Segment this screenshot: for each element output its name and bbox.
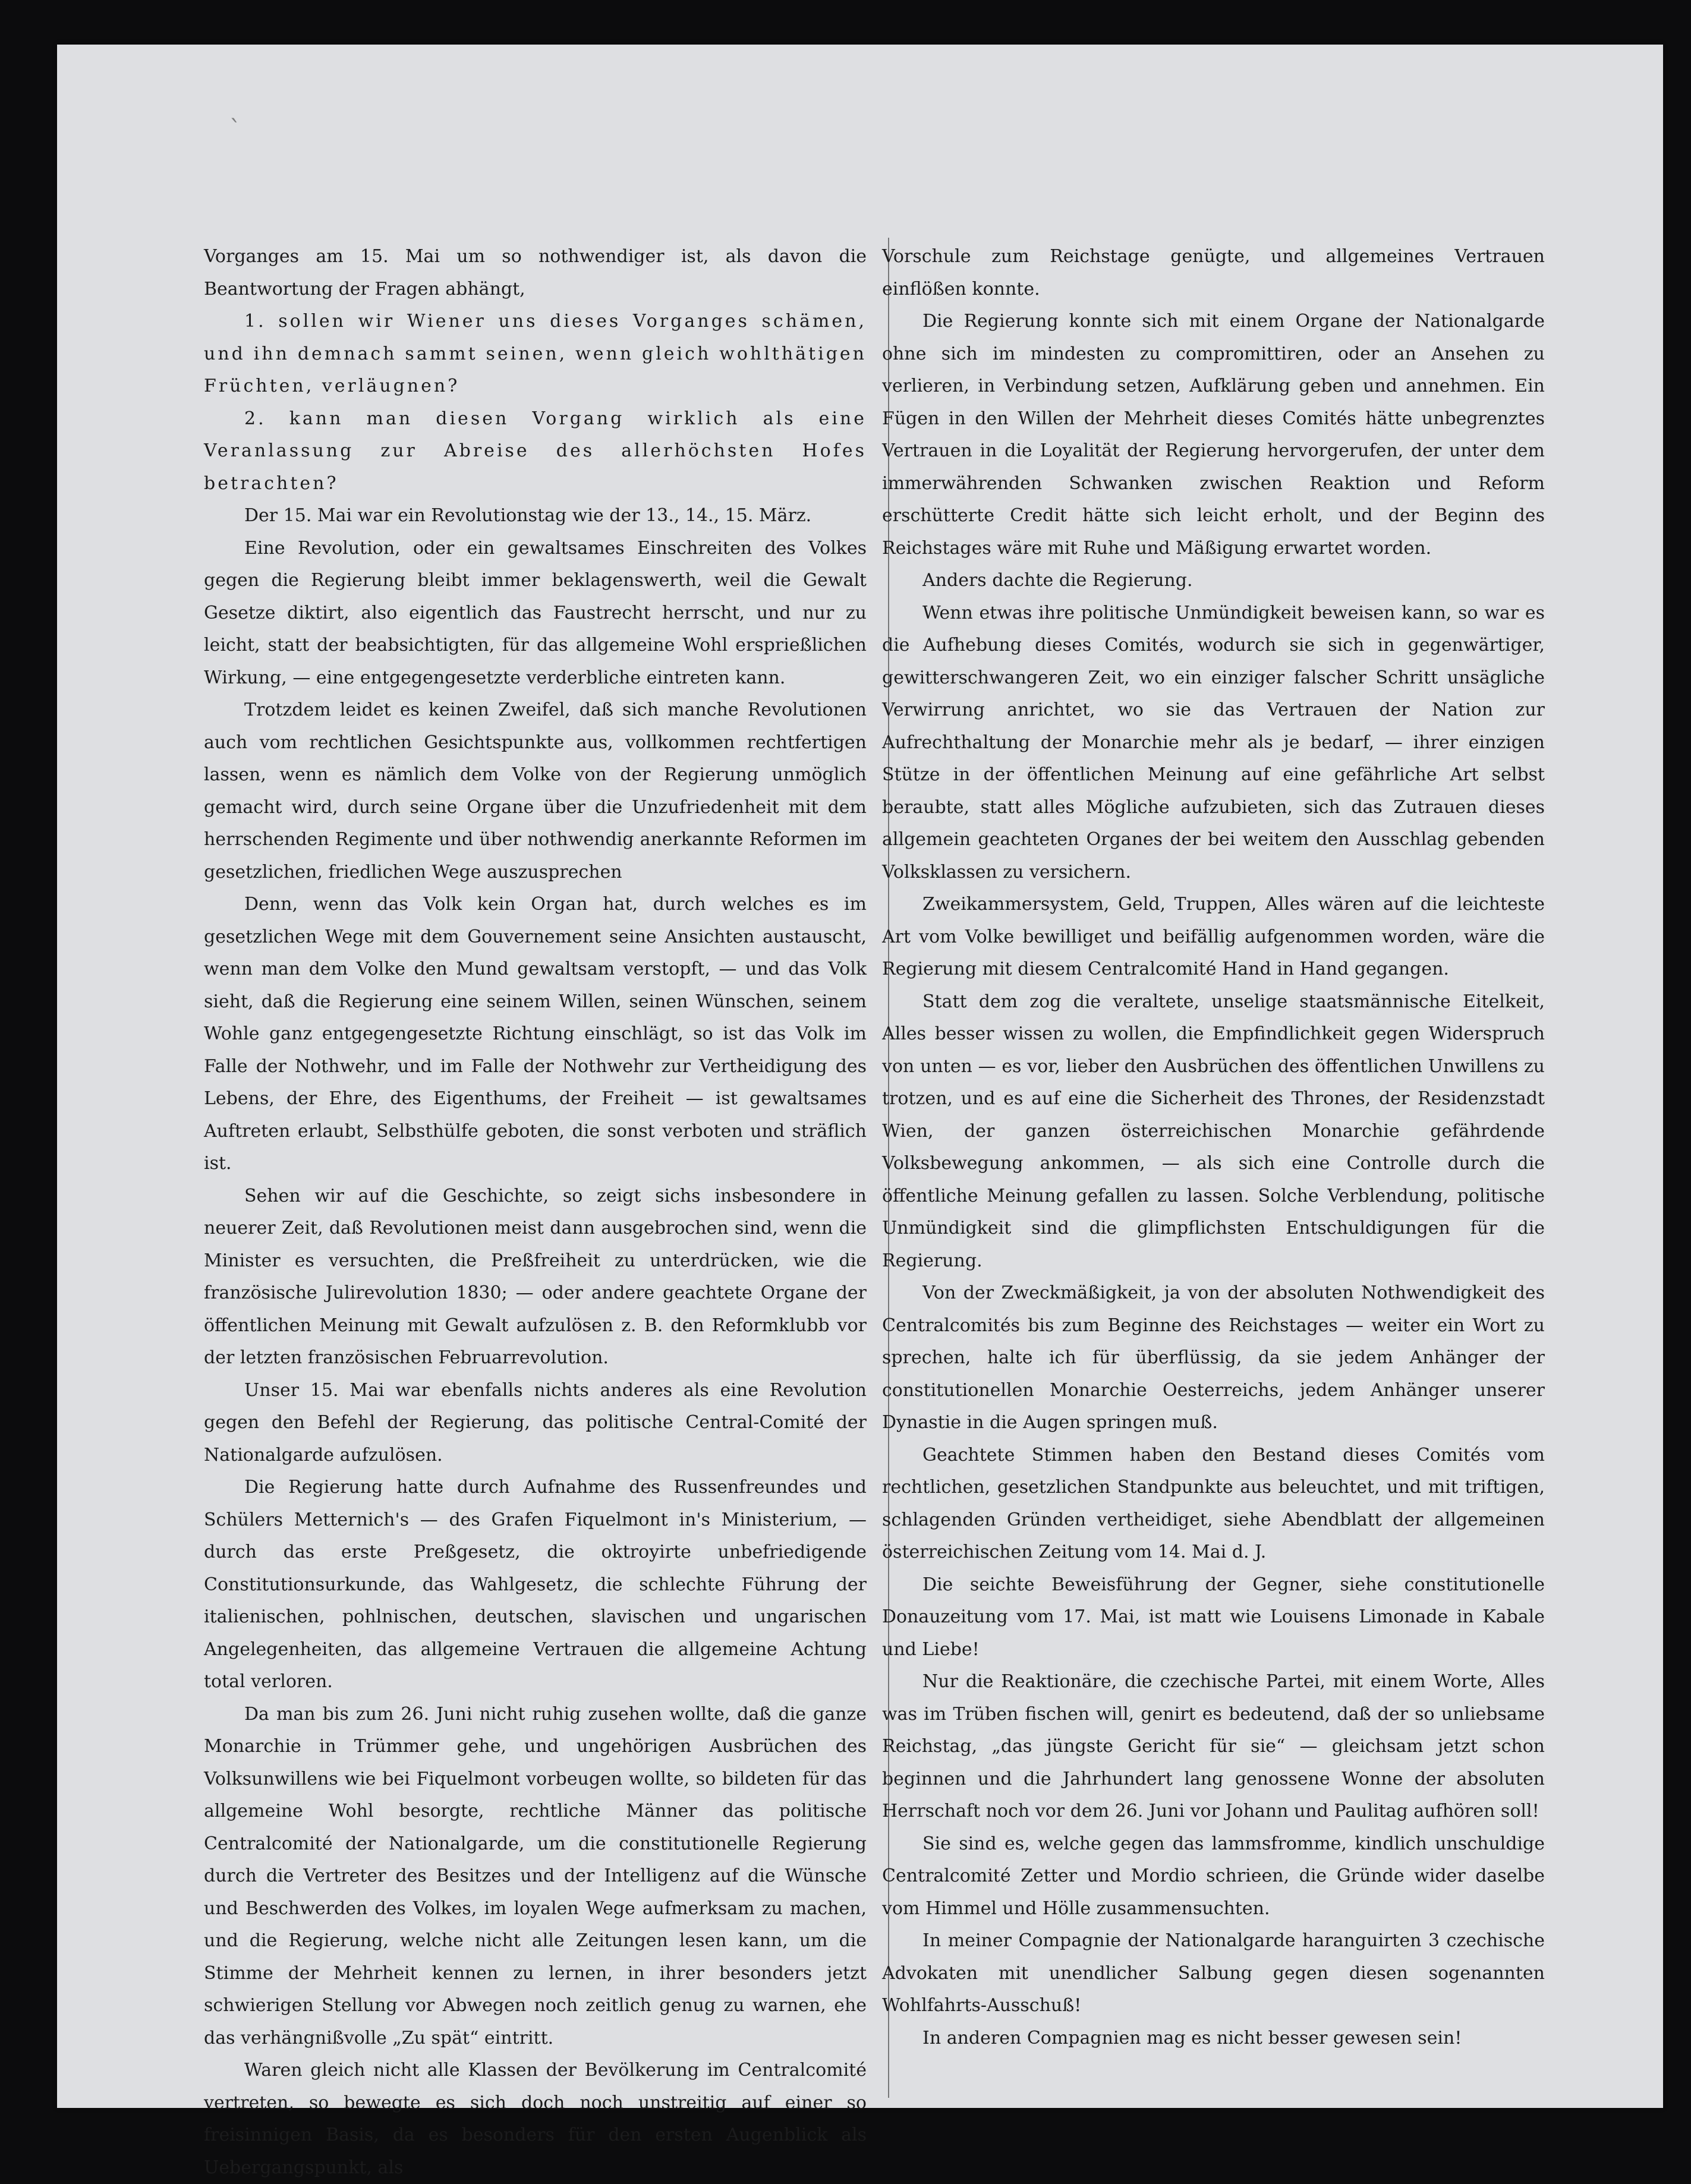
left-paragraph: Denn, wenn das Volk kein Organ hat, durch welches es im gesetzlichen Wege mit dem Gouvernement seine Ansichten austauscht, wenn man dem Volke den Mund gewaltsam verstopft, — und das Volk sieht, daß die Regierung eine seinem Willen, seinen Wünschen, seinem Wohle ganz entgegengesetzte Richtung einschlägt, so ist das Volk im Falle der Nothwehr, und im Falle der Nothwehr zur Vertheidigung des Lebens, der Ehre, des Eigenthums, der Freiheit — ist gewaltsames Auftreten erlaubt, Selbsthülfe geboten, die sonst verboten und sträflich ist. [204, 894, 867, 1174]
corner-mark: ˋ [229, 116, 241, 143]
left-paragraph: Unser 15. Mai war ebenfalls nichts anderes als eine Revolution gegen den Befehl der Regierung, das politische Central-Comité der Nationalgarde aufzulösen. [204, 1379, 867, 1466]
left-paragraph: 1. sollen wir Wiener uns dieses Vorganges schämen, und ihn demnach sammt seinen, wenn gleich wohlthätigen Früchten, verläugnen? [204, 311, 867, 396]
right-paragraph: Von der Zweckmäßigkeit, ja von der absoluten Nothwendigkeit des Centralcomités bis zum Beginne des Reichstages — weiter ein Wort zu sprechen, halte ich für überflüssig, da sie jedem Anhänger der constitutionellen Monarchie Oesterreichs, jedem Anhänger unserer Dynastie in die Augen springen muß. [882, 1282, 1545, 1433]
right-paragraph: Vorschule zum Reichstage genügte, und allgemeines Vertrauen einflößen konnte. [882, 246, 1545, 300]
right-paragraph: Nur die Reaktionäre, die czechische Partei, mit einem Worte, Alles was im Trüben fischen will, genirt es bedeutend, daß der so unliebsame Reichstag, „das jüngste Gericht für sie“ — gleichsam jetzt schon beginnen und die Jahrhundert lang genossene Wonne der absoluten Herrschaft noch vor dem 26. Juni vor Johann und Paulitag aufhören soll! [882, 1671, 1545, 1821]
left-paragraph: 2. kann man diesen Vorgang wirklich als eine Veranlassung zur Abreise des allerhöchsten Hofes betrachten? [204, 408, 867, 494]
right-paragraph: Wenn etwas ihre politische Unmündigkeit beweisen kann, so war es die Aufhebung dieses Comités, wodurch sie sich in gegenwärtiger, gewitterschwangeren Zeit, wo ein einziger falscher Schritt unsägliche Verwirrung anrichtet, wo sie das Vertrauen der Nation zur Aufrechthaltung der Monarchie mehr als je bedarf, — ihrer einzigen Stütze in der öffentlichen Meinung auf eine gefährliche Art selbst beraubte, statt alles Mögliche aufzubieten, sich das Zutrauen dieses allgemein geachteten Organes der bei weitem den Ausschlag gebenden Volksklassen zu versichern. [882, 602, 1545, 883]
left-paragraph: Vorganges am 15. Mai um so nothwendiger ist, als davon die Beantwortung der Fragen abhängt, [204, 246, 867, 300]
right-paragraph: Geachtete Stimmen haben den Bestand dieses Comités vom rechtlichen, gesetzlichen Standpunkte aus beleuchtet, und mit triftigen, schlagenden Gründen vertheidiget, siehe Abendblatt der allgemeinen österreichischen Zeitung vom 14. Mai d. J. [882, 1444, 1545, 1562]
right-paragraph: In meiner Compagnie der Nationalgarde haranguirten 3 czechische Advokaten mit unendlicher Salbung gegen diesen sogenannten Wohlfahrts-Ausschuß! [882, 1930, 1545, 2016]
left-paragraph: Eine Revolution, oder ein gewaltsames Einschreiten des Volkes gegen die Regierung bleibt immer beklagenswerth, weil die Gewalt Gesetze diktirt, also eigentlich das Faustrecht herrscht, und nur zu leicht, statt der beabsichtigten, für das allgemeine Wohl ersprießlichen Wirkung, — eine entgegengesetzte verderbliche eintreten kann. [204, 537, 867, 688]
right-paragraph: Zweikammersystem, Geld, Truppen, Alles wären auf die leichteste Art vom Volke bewilliget und beifällig aufgenommen worden, wäre die Regierung mit diesem Centralcomité Hand in Hand gegangen. [882, 894, 1545, 979]
left-paragraph: Waren gleich nicht alle Klassen der Bevölkerung im Centralcomité vertreten, so bewegte es sich doch noch unstreitig auf einer so freisinnigen Basis, da es besonders für den ersten Augenblick als Uebergangspunkt, als [204, 2060, 867, 2178]
left-column [204, 241, 867, 2184]
right-paragraph: In anderen Compagnien mag es nicht besser gewesen sein! [922, 2027, 1462, 2049]
left-paragraph: Die Regierung hatte durch Aufnahme des Russenfreundes und Schülers Metternich's — des Grafen Fiquelmont in's Ministerium, — durch das erste Preßgesetz, die oktroyirte unbefriedigende Constitutionsurkunde, das Wahlgesetz, die schlechte Führung der italienischen, pohlnischen, deutschen, slavischen und ungarischen Angelegenheiten, das allgemeine Vertrauen die allgemeine Achtung total verloren. [204, 1477, 867, 1692]
left-paragraph: Der 15. Mai war ein Revolutionstag wie der 13., 14., 15. März. [244, 505, 812, 526]
left-paragraph: Sehen wir auf die Geschichte, so zeigt sichs insbesondere in neuerer Zeit, daß Revolutionen meist dann ausgebrochen sind, wenn die Minister es versuchten, die Preßfreiheit zu unterdrücken, wie die französische Julirevolution 1830; — oder andere geachtete Organe der öffentlichen Meinung mit Gewalt aufzulösen z. B. den Reformklubb vor der letzten französischen Februarrevolution. [204, 1185, 867, 1368]
right-paragraph: Statt dem zog die veraltete, unselige staatsmännische Eitelkeit, Alles besser wissen zu wollen, die Empfindlichkeit gegen Widerspruch von unten — es vor, lieber den Ausbrüchen des öffentlichen Unwillens zu trotzen, und es auf eine die Sicherheit des Thrones, der Residenzstadt Wien, der ganzen österreichischen Monarchie gefährdende Volksbewegung ankommen, — als sich eine Controlle durch die öffentliche Meinung gefallen zu lassen. Solche Verblendung, politische Unmündigkeit sind die glimpflichsten Entschuldigungen für die Regierung. [882, 991, 1545, 1271]
right-paragraph: Die Regierung konnte sich mit einem Organe der Nationalgarde ohne sich im mindesten zu compromittiren, oder an Ansehen zu verlieren, in Verbindung setzen, Aufklärung geben und annehmen. Ein Fügen in den Willen der Mehrheit dieses Comités hätte unbegrenztes Vertrauen in die Loyalität der Regierung hervorgerufen, der unter dem immerwährenden Schwanken zwischen Reaktion und Reform erschütterte Credit hätte sich leicht erholt, und der Beginn des Reichstages wäre mit Ruhe und Mäßigung erwartet worden. [882, 311, 1545, 559]
left-paragraph: Trotzdem leidet es keinen Zweifel, daß sich manche Revolutionen auch vom rechtlichen Gesichtspunkte aus, vollkommen rechtfertigen lassen, wenn es nämlich dem Volke von der Regierung unmöglich gemacht wird, durch seine Organe über die Unzufriedenheit mit dem herrschenden Regimente und über nothwendig anerkannte Reformen im gesetzlichen, friedlichen Wege auszusprechen [204, 699, 867, 883]
newspaper-page [57, 45, 1663, 2178]
right-paragraph: Anders dachte die Regierung. [922, 570, 1193, 591]
right-column [882, 241, 1545, 2054]
right-paragraph: Die seichte Beweisführung der Gegner, siehe constitutionelle Donauzeitung vom 17. Mai, ist matt wie Louisens Limonade in Kabale und Liebe! [882, 1574, 1545, 1660]
left-paragraph: Da man bis zum 26. Juni nicht ruhig zusehen wollte, daß die ganze Monarchie in Trümmer gehe, und ungehörigen Ausbrüchen des Volksunwillens wie bei Fiquelmont vorbeugen wollte, so bildeten für das allgemeine Wohl besorgte, rechtliche Männer das politische Centralcomité der Nationalgarde, um die constitutionelle Regierung durch die Vertreter des Besitzes und der Intelligenz auf die Wünsche und Beschwerden des Volkes, im loyalen Wege aufmerksam zu machen, und die Regierung, welche nicht alle Zeitungen lesen kann, um die Stimme der Mehrheit kennen zu lernen, in ihrer besonders jetzt schwierigen Stellung vor Abwegen noch zeitlich genug zu warnen, ehe das verhängnißvolle „Zu spät“ eintritt. [204, 1703, 867, 2049]
right-paragraph: Sie sind es, welche gegen das lammsfromme, kindlich unschuldige Centralcomité Zetter und Mordio schrieen, die Gründe wider daselbe vom Himmel und Hölle zusammensuchten. [882, 1833, 1545, 1919]
